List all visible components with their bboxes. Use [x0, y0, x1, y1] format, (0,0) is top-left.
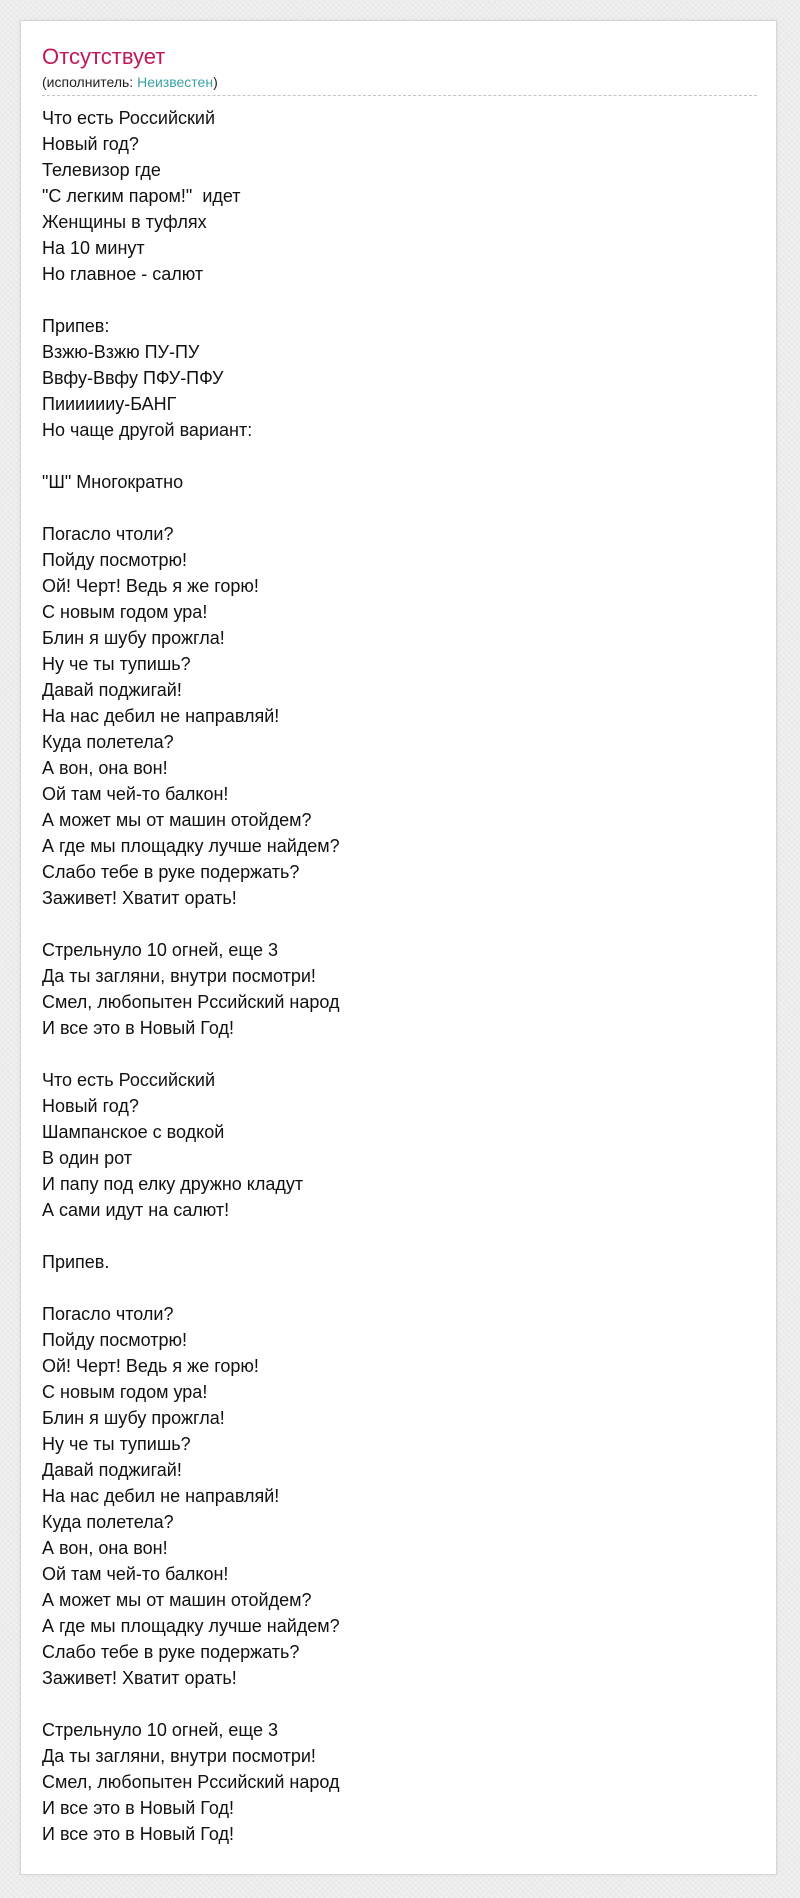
lyric-line: Что есть Российский [42, 108, 216, 128]
lyric-line: Но чаще другой вариант: [42, 420, 253, 440]
song-header [42, 43, 757, 96]
lyric-line: Слабо тебе в руке подержать? [42, 862, 300, 882]
lyric-line: Куда полетела? [42, 1512, 174, 1532]
lyric-blank-line [42, 495, 757, 521]
lyric-blank-line [42, 1223, 757, 1249]
lyric-line: Блин я шубу прожгла! [42, 1408, 225, 1428]
lyric-line: А сами идут на салют! [42, 1200, 230, 1220]
artist-link[interactable]: Неизвестен [137, 74, 214, 90]
lyric-line: С новым годом ура! [42, 1382, 208, 1402]
artist-line [42, 73, 757, 91]
lyric-line: Смел, любопытен Рссийский народ [42, 1772, 340, 1792]
lyric-line: Ой там чей-то балкон! [42, 1564, 229, 1584]
lyric-line: Ой! Черт! Ведь я же горю! [42, 576, 259, 596]
lyric-line: В один рот [42, 1148, 132, 1168]
lyric-line: Телевизор где [42, 160, 161, 180]
lyric-line: Взжю-Взжю ПУ-ПУ [42, 342, 200, 362]
lyric-blank-line [42, 911, 757, 937]
lyric-line: Давай поджигай! [42, 680, 182, 700]
lyric-line: Слабо тебе в руке подержать? [42, 1642, 300, 1662]
song-title: Отсутствует [42, 44, 166, 69]
lyric-line: Блин я шубу прожгла! [42, 628, 225, 648]
lyric-line: И все это в Новый Год! [42, 1824, 234, 1844]
lyric-line: А может мы от машин отойдем? [42, 810, 312, 830]
lyric-line: С новым годом ура! [42, 602, 208, 622]
lyric-line: Женщины в туфлях [42, 212, 207, 232]
lyric-line: И все это в Новый Год! [42, 1798, 234, 1818]
lyrics-body [42, 105, 757, 1847]
lyric-line: Стрельнуло 10 огней, еще 3 [42, 1720, 279, 1740]
lyric-line: "Ш" Многократно [42, 472, 184, 492]
lyric-line: Давай поджигай! [42, 1460, 182, 1480]
lyric-line: А вон, она вон! [42, 758, 168, 778]
lyric-line: На нас дебил не направляй! [42, 1486, 280, 1506]
lyric-line: Новый год? [42, 134, 139, 154]
lyric-line: Новый год? [42, 1096, 139, 1116]
lyric-line: Но главное - салют [42, 264, 204, 284]
lyric-line: Да ты загляни, внутри посмотри! [42, 1746, 316, 1766]
lyric-blank-line [42, 1691, 757, 1717]
lyric-line: Пииииииу-БАНГ [42, 394, 177, 414]
lyric-line: Ой там чей-то балкон! [42, 784, 229, 804]
lyric-line: Погасло чтоли? [42, 1304, 174, 1324]
lyric-blank-line [42, 443, 757, 469]
lyric-line: А где мы площадку лучше найдем? [42, 836, 340, 856]
lyric-line: Заживет! Хватит орать! [42, 1668, 237, 1688]
lyric-line: Припев: [42, 316, 110, 336]
lyric-line: Что есть Российский [42, 1070, 216, 1090]
lyric-line: Заживет! Хватит орать! [42, 888, 237, 908]
lyric-line: Ой! Черт! Ведь я же горю! [42, 1356, 259, 1376]
lyric-line: На нас дебил не направляй! [42, 706, 280, 726]
lyric-line: Пойду посмотрю! [42, 550, 188, 570]
lyric-line: Погасло чтоли? [42, 524, 174, 544]
lyric-line: На 10 минут [42, 238, 145, 258]
lyric-line: Пойду посмотрю! [42, 1330, 188, 1350]
lyric-line: Смел, любопытен Рссийский народ [42, 992, 340, 1012]
artist-prefix: (исполнитель: [42, 74, 138, 90]
lyric-line: Ну че ты тупишь? [42, 1434, 191, 1454]
lyric-line: Да ты загляни, внутри посмотри! [42, 966, 316, 986]
lyric-line: Ну че ты тупишь? [42, 654, 191, 674]
lyric-line: И все это в Новый Год! [42, 1018, 234, 1038]
lyric-line: Стрельнуло 10 огней, еще 3 [42, 940, 279, 960]
lyric-line: Припев. [42, 1252, 110, 1272]
artist-suffix: ) [213, 74, 218, 90]
lyric-blank-line [42, 287, 757, 313]
lyric-line: Куда полетела? [42, 732, 174, 752]
lyric-line: Ввфу-Ввфу ПФУ-ПФУ [42, 368, 224, 388]
lyrics-card [20, 20, 777, 1875]
lyric-line: "С легким паром!" идет [42, 186, 241, 206]
lyric-blank-line [42, 1041, 757, 1067]
lyric-line: А вон, она вон! [42, 1538, 168, 1558]
lyric-blank-line [42, 1275, 757, 1301]
lyric-line: Шампанское с водкой [42, 1122, 225, 1142]
lyric-line: А где мы площадку лучше найдем? [42, 1616, 340, 1636]
lyric-line: А может мы от машин отойдем? [42, 1590, 312, 1610]
lyric-line: И папу под елку дружно кладут [42, 1174, 304, 1194]
